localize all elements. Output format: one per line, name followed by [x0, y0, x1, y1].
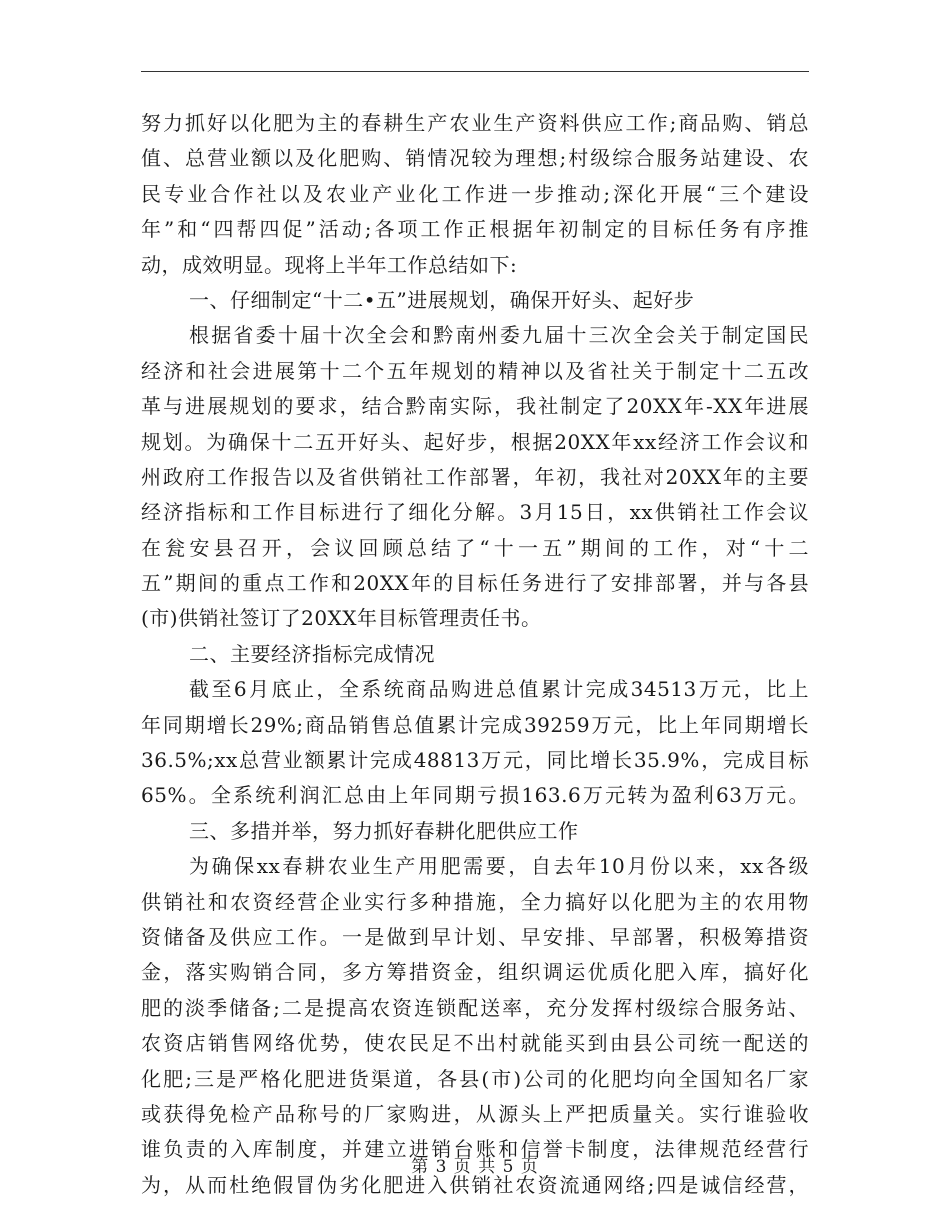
text-line: 经济和社会进展第十二个五年规划的精神以及省社关于制定十二五改	[141, 358, 809, 383]
text-line: 为确保xx春耕农业生产用肥需要，自去年10月份以来，xx各级	[189, 854, 809, 879]
text-line: 一、仔细制定“十二•五”进展规划，确保开好头、起好步	[189, 287, 695, 312]
text-line: 年同期增长29%;商品销售总值累计完成39259万元，比上年同期增长	[141, 712, 809, 737]
text-line: 根据省委十届十次全会和黔南州委九届十三次全会关于制定国民	[189, 323, 809, 348]
text-line: 革与进展规划的要求，结合黔南实际，我社制定了20XX年-XX年进展	[141, 394, 809, 419]
text-line: 值、总营业额以及化肥购、销情况较为理想;村级综合服务站建设、农	[141, 146, 809, 171]
text-line: 化肥;三是严格化肥进货渠道，各县(市)公司的化肥均向全国知名厂家	[141, 1066, 809, 1091]
text-line: 或获得免检产品称号的厂家购进，从源头上严把质量关。实行谁验收	[141, 1101, 809, 1126]
text-line: 金，落实购销合同，多方筹措资金，组织调运优质化肥入库，搞好化	[141, 960, 809, 985]
page-number: 第 3 页 共 5 页	[411, 1157, 539, 1177]
text-line: 州政府工作报告以及省供销社工作部署，年初，我社对20XX年的主要	[141, 464, 809, 489]
text-line: (市)供销社签订了20XX年目标管理责任书。	[141, 606, 542, 631]
text-line: 为，从而杜绝假冒伪劣化肥进入供销社农资流通网络;四是诚信经营，	[141, 1172, 809, 1197]
text-line: 供销社和农资经营企业实行多种措施，全力搞好以化肥为主的农用物	[141, 889, 809, 914]
text-line: 资储备及供应工作。一是做到早计划、早安排、早部署，积极筹措资	[141, 924, 809, 949]
text-line: 努力抓好以化肥为主的春耕生产农业生产资料供应工作;商品购、销总	[141, 111, 809, 135]
text-line: 民专业合作社以及农业产业化工作进一步推动;深化开展“三个建设	[141, 181, 809, 206]
document-body	[141, 106, 809, 1203]
text-line: 年”和“四帮四促”活动;各项工作正根据年初制定的目标任务有序推	[141, 217, 809, 242]
header-rule	[141, 71, 809, 72]
text-line: 三、多措并举，努力抓好春耕化肥供应工作	[189, 818, 579, 843]
text-line: 谁负责的入库制度，并建立进销台账和信誉卡制度，法律规范经营行	[141, 1137, 809, 1162]
text-line: 五”期间的重点工作和20XX年的目标任务进行了安排部署，并与各县	[141, 571, 809, 596]
text-line: 肥的淡季储备;二是提高农资连锁配送率，充分发挥村级综合服务站、	[141, 995, 809, 1020]
text-line: 规划。为确保十二五开好头、起好步，根据20XX年xx经济工作会议和	[141, 429, 809, 454]
text-line: 在瓮安县召开，会议回顾总结了“十一五”期间的工作，对“十二	[141, 535, 809, 560]
text-line: 二、主要经济指标完成情况	[189, 641, 435, 666]
text-line: 农资店销售网络优势，使农民足不出村就能买到由县公司统一配送的	[141, 1031, 809, 1056]
text-line: 65%。全系统利润汇总由上年同期亏损163.6万元转为盈利63万元。	[141, 783, 809, 808]
text-line: 动，成效明显。现将上半年工作总结如下:	[141, 252, 518, 277]
text-line: 截至6月底止，全系统商品购进总值累计完成34513万元，比上	[189, 677, 809, 702]
text-line: 36.5%;xx总营业额累计完成48813万元，同比增长35.9%，完成目标	[141, 748, 809, 773]
text-line: 经济指标和工作目标进行了细化分解。3月15日，xx供销社工作会议	[141, 500, 809, 525]
